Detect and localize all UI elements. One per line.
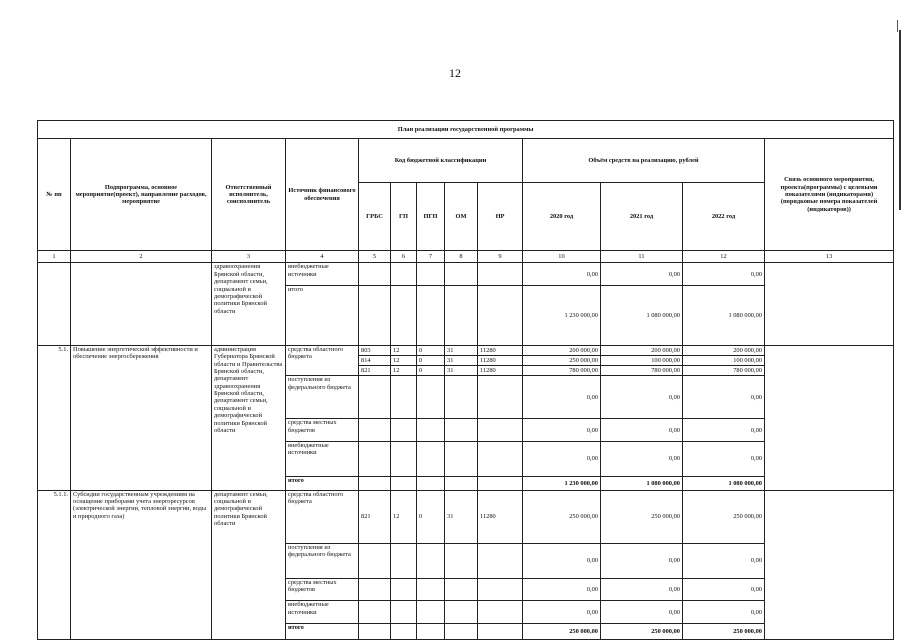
header-name: Подпрограмма, основное мероприятие(проект), направление расходов, мероприятие <box>71 139 212 251</box>
col-number: 10 <box>523 251 601 263</box>
col-number: 3 <box>212 251 286 263</box>
cell-nr: 11280 <box>478 490 523 543</box>
cell-nr: 11280 <box>478 366 523 376</box>
col-number: 1 <box>38 251 71 263</box>
header-grbs: ГРБС <box>359 183 391 251</box>
cell-om: 31 <box>445 356 478 366</box>
cell-source: итого <box>286 624 359 640</box>
col-number: 2 <box>71 251 212 263</box>
cell-2021: 0,00 <box>601 376 683 419</box>
col-number: 6 <box>391 251 417 263</box>
col-number: 12 <box>683 251 765 263</box>
cell-2022: 0,00 <box>683 543 765 578</box>
title-row <box>38 121 894 139</box>
header-gp: ГП <box>391 183 417 251</box>
col-number: 9 <box>478 251 523 263</box>
cell-source: итого <box>286 477 359 491</box>
cell-2021: 100 000,00 <box>601 356 683 366</box>
cell-2021: 0,00 <box>601 601 683 624</box>
cell-2020: 250 000,00 <box>523 356 601 366</box>
cell-grbs: 814 <box>359 356 391 366</box>
cell-2022: 250 000,00 <box>683 624 765 640</box>
header-volume: Объём средств на реализацию, рублей <box>523 139 765 183</box>
cell-pgp: 0 <box>417 356 445 366</box>
cell-responsible: здравоохранения Брянской области, департамент семьи, социальной и демографической политики Брянской области <box>212 263 286 346</box>
cell-2022: 1 080 000,00 <box>683 286 765 346</box>
cell-grbs: 821 <box>359 490 391 543</box>
cell-2022: 100 000,00 <box>683 356 765 366</box>
cell-link <box>765 263 894 346</box>
cell-2020: 0,00 <box>523 543 601 578</box>
scan-edge-mark-small <box>897 20 898 32</box>
table-row <box>38 345 894 355</box>
cell-grbs: 821 <box>359 366 391 376</box>
col-number: 13 <box>765 251 894 263</box>
header-2020: 2020 год <box>523 183 601 251</box>
cell-2020: 250 000,00 <box>523 490 601 543</box>
cell-2022: 1 080 000,00 <box>683 477 765 491</box>
cell-2020: 1 230 000,00 <box>523 477 601 491</box>
cell-gp: 12 <box>391 356 417 366</box>
cell-responsible: департамент семьи, социальной и демографической политики Брянской области <box>212 490 286 639</box>
cell-pgp: 0 <box>417 345 445 355</box>
cell-link <box>765 490 894 639</box>
cell-2022: 250 000,00 <box>683 490 765 543</box>
header-pgp: ПГП <box>417 183 445 251</box>
cell-2022: 0,00 <box>683 442 765 477</box>
cell-2021: 0,00 <box>601 419 683 442</box>
cell-2020: 1 230 000,00 <box>523 286 601 346</box>
cell-om: 31 <box>445 490 478 543</box>
cell-2021: 1 080 000,00 <box>601 477 683 491</box>
cell-2021: 250 000,00 <box>601 490 683 543</box>
header-2022: 2022 год <box>683 183 765 251</box>
cell-source: итого <box>286 286 359 346</box>
cell-2021: 0,00 <box>601 578 683 601</box>
col-number: 7 <box>417 251 445 263</box>
cell-2022: 0,00 <box>683 419 765 442</box>
cell-name: Субсидии государственным учреждениям на оснащение приборами учета энергоресурсов (электрической энергии, тепловой энергии, воды и природного газа) <box>71 490 212 639</box>
cell-2022: 200 000,00 <box>683 345 765 355</box>
cell-2020: 250 000,00 <box>523 624 601 640</box>
scan-edge-mark <box>899 30 901 210</box>
cell-2020: 0,00 <box>523 601 601 624</box>
header-source: Источник финансового обеспечения <box>286 139 359 251</box>
cell-num: 5.1.1. <box>38 490 71 639</box>
cell-source: поступления из федерального бюджета <box>286 376 359 419</box>
cell-2021: 200 000,00 <box>601 345 683 355</box>
cell-2021: 0,00 <box>601 263 683 286</box>
cell-name: Повышение энергетической эффективности и обеспечение энергосбережения <box>71 345 212 490</box>
cell-source: внебюджетные источники <box>286 442 359 477</box>
cell-2022: 780 000,00 <box>683 366 765 376</box>
cell-pgp: 0 <box>417 366 445 376</box>
cell-2020: 0,00 <box>523 419 601 442</box>
cell-2021: 780 000,00 <box>601 366 683 376</box>
cell-om: 31 <box>445 366 478 376</box>
cell-2020: 0,00 <box>523 442 601 477</box>
cell-source: средства областного бюджета <box>286 345 359 376</box>
cell-2022: 0,00 <box>683 601 765 624</box>
table-row <box>38 490 894 543</box>
page-number: 12 <box>449 66 461 80</box>
cell-num: 5.1. <box>38 345 71 490</box>
cell-source: средства местных бюджетов <box>286 419 359 442</box>
cell-source: средства областного бюджета <box>286 490 359 543</box>
header-nr: НР <box>478 183 523 251</box>
cell-2020: 0,00 <box>523 376 601 419</box>
header-row-1 <box>38 139 894 183</box>
cell-name <box>71 263 212 346</box>
col-number: 5 <box>359 251 391 263</box>
header-2021: 2021 год <box>601 183 683 251</box>
cell-om: 31 <box>445 345 478 355</box>
cell-2021: 250 000,00 <box>601 624 683 640</box>
cell-grbs: 803 <box>359 345 391 355</box>
cell-2020: 0,00 <box>523 263 601 286</box>
cell-gp: 12 <box>391 366 417 376</box>
cell-2022: 0,00 <box>683 376 765 419</box>
cell-2020: 780 000,00 <box>523 366 601 376</box>
cell-link <box>765 345 894 490</box>
table-title: План реализации государственной программы <box>38 121 894 139</box>
cell-source: средства местных бюджетов <box>286 578 359 601</box>
col-number: 4 <box>286 251 359 263</box>
cell-2022: 0,00 <box>683 263 765 286</box>
header-num: № пп <box>38 139 71 251</box>
cell-2020: 0,00 <box>523 578 601 601</box>
cell-2021: 1 080 000,00 <box>601 286 683 346</box>
cell-source: внебюджетные источники <box>286 263 359 286</box>
table-row <box>38 263 894 286</box>
cell-num <box>38 263 71 346</box>
cell-2021: 0,00 <box>601 543 683 578</box>
header-link: Связь основного мероприятия, проекта(программы) с целевыми показателями (индикаторами) (порядковые номера показателей (индикаторов)) <box>765 139 894 251</box>
cell-2020: 200 000,00 <box>523 345 601 355</box>
program-plan-table <box>37 120 894 640</box>
cell-responsible: администрация Губернатора Брянской области и Правительства Брянской области, департамент здравоохранения Брянской области, департамент семьи, социальной и демографической политики Брянской области <box>212 345 286 490</box>
column-number-row <box>38 251 894 263</box>
cell-2022: 0,00 <box>683 578 765 601</box>
col-number: 11 <box>601 251 683 263</box>
cell-2021: 0,00 <box>601 442 683 477</box>
cell-source: поступления из федерального бюджета <box>286 543 359 578</box>
cell-gp: 12 <box>391 490 417 543</box>
header-budget-code: Код бюджетной классификации <box>359 139 523 183</box>
cell-gp: 12 <box>391 345 417 355</box>
cell-source: внебюджетные источники <box>286 601 359 624</box>
header-om: ОМ <box>445 183 478 251</box>
cell-nr: 11280 <box>478 345 523 355</box>
cell-pgp: 0 <box>417 490 445 543</box>
col-number: 8 <box>445 251 478 263</box>
header-responsible: Ответственный исполнитель, соисполнитель <box>212 139 286 251</box>
cell-nr: 11280 <box>478 356 523 366</box>
